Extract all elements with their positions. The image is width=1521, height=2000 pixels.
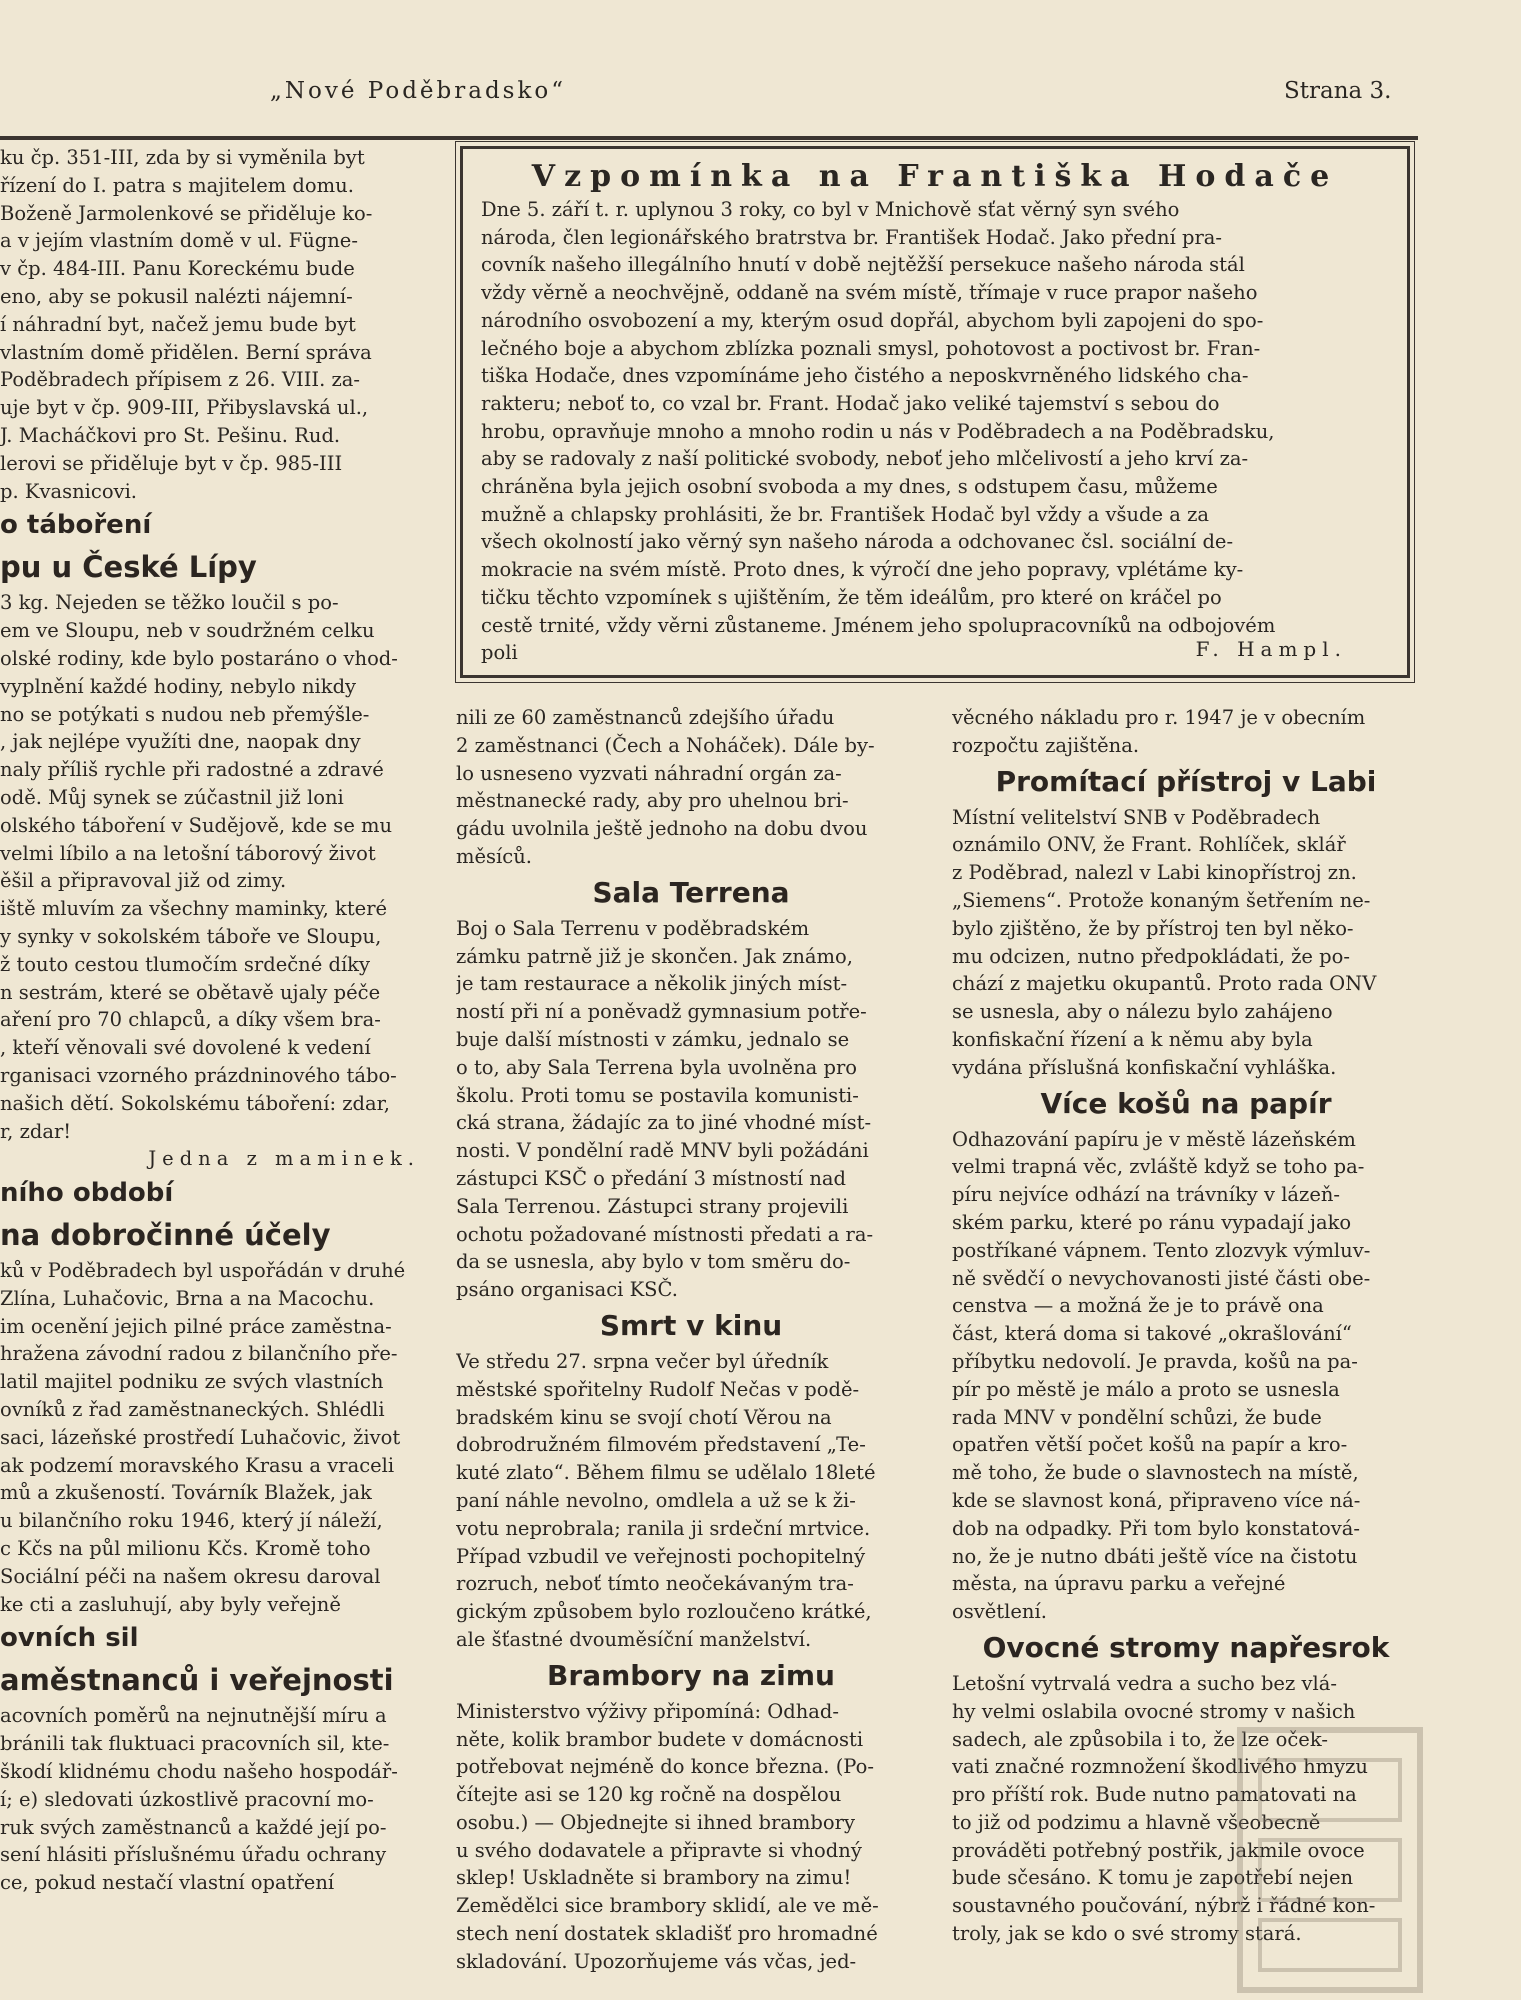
text-line: r, zdar! bbox=[0, 1119, 72, 1143]
text-line: rganisaci vzorného prázdninového tábo- bbox=[0, 1063, 397, 1087]
text-line: skladování. Upozorňujeme vás včas, jed- bbox=[456, 1949, 857, 1973]
brigade-article bbox=[456, 704, 926, 871]
bins-heading: Více košů na papír bbox=[1040, 1086, 1332, 1120]
text-line: bránili tak fluktuaci pracovních sil, kte- bbox=[0, 1732, 390, 1756]
text-line: vlastním domě přidělen. Berní správa bbox=[0, 340, 372, 364]
text-line: Boženě Jarmolenkové se přiděluje ko- bbox=[0, 201, 373, 225]
text-line: gádu uvolnila ještě jednoho na dobu dvou bbox=[456, 817, 868, 841]
text-line: J. Macháčkovi pro St. Pešinu. Rud. bbox=[0, 423, 341, 447]
text-line: da se usnesla, aby bylo v tom směru do- bbox=[456, 1250, 851, 1274]
text-line: a v jejím vlastním domě v ul. Fügne- bbox=[0, 229, 358, 253]
text-line: censtva — a možná že je to právě ona bbox=[952, 1294, 1324, 1318]
text-line: em ve Sloupu, neb v soudržném celku bbox=[0, 619, 375, 643]
text-line: y synky v sokolském táboře ve Sloupu, bbox=[0, 924, 382, 948]
text-line: Případ vzbudil ve veřejnosti pochopitelný bbox=[456, 1544, 866, 1568]
text-line: Sala Terrenou. Zástupci strany projevili bbox=[456, 1194, 849, 1218]
text-line: ak podzemí moravského Krasu a vraceli bbox=[0, 1453, 395, 1477]
text-line: í náhradní byt, načež jemu bude byt bbox=[0, 312, 356, 336]
text-line: čítejte asi se 120 kg ročně na dospělou bbox=[456, 1783, 842, 1807]
header-rule bbox=[0, 136, 1418, 140]
text-line: p. Kvasnicovi. bbox=[0, 479, 138, 503]
page-header bbox=[0, 78, 1420, 114]
bins-article bbox=[952, 1126, 1420, 1626]
text-line: postříkané vápnem. Tento zlozvyk výmluv- bbox=[952, 1238, 1371, 1262]
charity-heading-2: na dobročinné účely bbox=[0, 1218, 331, 1253]
text-line: ku čp. 351-III, zda by si vyměnila byt bbox=[0, 146, 365, 169]
text-line: něte, kolik brambor budete v domácnosti bbox=[456, 1727, 864, 1751]
text-line: rada MNV v pondělní schůzi, že bude bbox=[952, 1405, 1322, 1429]
text-line: oznámilo ONV, že Frant. Rohlíček, sklář bbox=[952, 833, 1346, 857]
text-line: městnanecké rady, aby pro uhelnou bri- bbox=[456, 789, 849, 813]
text-line: hrobu, opravňuje mnoho a mnoho rodin u nás v Poděbradech a na Poděbradsku, bbox=[481, 419, 1275, 443]
text-line: Dne 5. září t. r. uplynou 3 roky, co byl v Mnichově sťat věrný syn svého bbox=[481, 198, 1180, 221]
text-line: kuté zlato“. Během filmu se udělalo 18leté bbox=[456, 1461, 876, 1485]
text-line: Odhazování papíru je v městě lázeňském bbox=[952, 1127, 1356, 1151]
text-line: vydána příslušná konfiskační vyhláška. bbox=[952, 1055, 1337, 1079]
text-line: paní náhle nevolno, omdlela a už se k ži- bbox=[456, 1488, 856, 1512]
text-line: z Poděbrad, nalezl v Labi kinopřístroj zn. bbox=[952, 861, 1357, 885]
text-line: bude sčesáno. K tomu je zapotřebí nejen bbox=[952, 1866, 1354, 1890]
text-line: potřebovat nejméně do konce března. (Po- bbox=[456, 1755, 874, 1779]
text-line: „Siemens“. Protože konaným šetřením ne- bbox=[952, 888, 1371, 912]
smrt-heading: Smrt v kinu bbox=[599, 1308, 783, 1342]
text-line: píru nejvíce odhází na trávníky v lázeň- bbox=[952, 1183, 1341, 1207]
text-line: příbytku nedovolí. Je pravda, košů na pa- bbox=[952, 1349, 1358, 1373]
text-line: hy velmi oslabila ovocné stromy v našich bbox=[952, 1699, 1356, 1723]
text-line: ně svědčí o nevychovanosti jisté části obe- bbox=[952, 1266, 1371, 1290]
text-line: , jak nejlépe využíti dne, naopak dny bbox=[0, 730, 361, 754]
text-line: u bilančního roku 1946, který jí náleží, bbox=[0, 1509, 383, 1533]
text-line: im ocenění jejich pilné práce zaměstna- bbox=[0, 1314, 392, 1338]
memorial-text bbox=[481, 196, 1389, 667]
text-line: rakteru; neboť to, co vzal br. Frant. Hodač jako veliké tajemství s sebou do bbox=[481, 391, 1220, 415]
text-line: nosti. V pondělní radě MNV byli požádáni bbox=[456, 1139, 869, 1163]
text-line: věcného nákladu pro r. 1947 je v obecním bbox=[952, 706, 1366, 729]
text-line: ale šťastné dvouměsíční manželství. bbox=[456, 1627, 812, 1651]
text-line: nili ze 60 zaměstnanců zdejšího úřadu bbox=[456, 706, 835, 729]
text-line: pro příští rok. Bude nutno pamatovati na bbox=[952, 1783, 1357, 1807]
text-line: škodí klidnému chodu našeho hospodář- bbox=[0, 1760, 398, 1784]
sala-article bbox=[456, 915, 926, 1304]
text-line: ském parku, které po ránu vypadají jako bbox=[952, 1210, 1352, 1234]
text-line: ruk svých zaměstnanců a každé její po- bbox=[0, 1815, 387, 1839]
text-line: rozpočtu zajištěna. bbox=[952, 733, 1140, 757]
text-line: olského táboření v Sudějově, kde se mu bbox=[0, 813, 393, 837]
text-line: mužně a chlapsky prohlásiti, že br. František Hodač byl vždy a všude a za bbox=[481, 502, 1209, 526]
text-line: Ministerstvo výživy připomíná: Odhad- bbox=[456, 1699, 839, 1723]
text-line: ž touto cestou tlumočím srdečné díky bbox=[0, 952, 371, 976]
budget-article bbox=[952, 704, 1420, 760]
text-line: tiška Hodače, dnes vzpomínáme jeho čistého a neposkvrněného lidského cha- bbox=[481, 364, 1249, 388]
text-line: dob na odpadky. Při tom bylo konstatová- bbox=[952, 1516, 1360, 1540]
text-line: n sestrám, které se obětavě ujaly péče bbox=[0, 980, 381, 1004]
camp-article bbox=[0, 589, 430, 1145]
text-line: cká strana, žádajíc za to jiné vhodné míst- bbox=[456, 1111, 872, 1135]
text-line: ěšil a připravoval již od zimy. bbox=[0, 869, 287, 893]
text-line: covník našeho illegálního hnutí v době nejtěžší persekuce našeho národa stál bbox=[481, 253, 1245, 277]
text-line: dobrodružném filmovém představení „Te- bbox=[456, 1433, 866, 1457]
text-line: osvětlení. bbox=[952, 1600, 1047, 1624]
text-line: aby se radovaly z naší politické svobody, neboť jeho mlčelivostí a jeho krví za- bbox=[481, 447, 1249, 471]
text-line: lečného boje a abychom zblízka poznali smysl, pohotovost a poctivost br. Fran- bbox=[481, 336, 1261, 360]
text-line: vati značné rozmnožení škodlivého hmyzu bbox=[952, 1755, 1368, 1779]
text-line: ovníků z řad zaměstnaneckých. Shlédli bbox=[0, 1398, 385, 1422]
text-line: města, na úpravu parku a veřejné bbox=[952, 1572, 1286, 1596]
text-line: sklep! Uskladněte si brambory na zimu! bbox=[456, 1866, 852, 1890]
text-line: aření pro 70 chlapců, a díky všem bra- bbox=[0, 1008, 381, 1032]
text-line: mu odcizen, nutno předpokládati, že po- bbox=[952, 944, 1350, 968]
page-number: Strana 3. bbox=[1284, 78, 1392, 104]
text-line: zástupci KSČ o předání 3 místností nad bbox=[456, 1166, 846, 1190]
text-line: Místní velitelství SNB v Poděbradech bbox=[952, 805, 1321, 829]
text-line: konfiskační řízení a k němu aby byla bbox=[952, 1027, 1313, 1051]
text-line: acovních poměrů na nejnutnější míru a bbox=[0, 1704, 387, 1728]
text-line: zámku patrně již je skončen. Jak známo, bbox=[456, 944, 853, 968]
text-line: latil majitel podniku ze svých vlastních bbox=[0, 1370, 384, 1394]
memorial-box bbox=[460, 146, 1410, 678]
text-line: Letošní vytrvalá vedra a sucho bez vlá- bbox=[952, 1671, 1337, 1695]
projector-heading: Promítací přístroj v Labi bbox=[995, 764, 1377, 798]
text-line: , kteří věnovali své dovolené k vedení bbox=[0, 1036, 371, 1060]
text-line: velmi líbilo a na letošní táborový život bbox=[0, 841, 376, 865]
text-line: ků v Poděbradech byl uspořádán v druhé bbox=[0, 1259, 406, 1283]
text-line: gickým způsobem bylo rozloučeno krátké, bbox=[456, 1600, 872, 1624]
text-line: u svého dodavatele a připravte si vhodný bbox=[456, 1838, 862, 1862]
text-line: eno, aby se pokusil nalézti nájemní- bbox=[0, 284, 353, 308]
text-line: v čp. 484-III. Panu Koreckému bude bbox=[0, 257, 355, 281]
text-line: sadech, ale způsobila i to, že lze oček- bbox=[952, 1727, 1328, 1751]
text-line: olské rodiny, kde bylo postaráno o vhod- bbox=[0, 646, 398, 670]
text-line: soustavného poučování, nýbrž i řádné kon- bbox=[952, 1894, 1376, 1918]
text-line: bylo zjištěno, že by přístroj ten byl něko- bbox=[952, 916, 1354, 940]
charity-article bbox=[0, 1257, 430, 1618]
text-line: stech není dostatek skladišť pro hromadné bbox=[456, 1922, 878, 1946]
brambory-heading: Brambory na zimu bbox=[547, 1658, 835, 1692]
text-line: osobu.) — Objednejte si ihned brambory bbox=[456, 1810, 855, 1834]
text-line: prováděti potřebný postřik, jakmile ovoce bbox=[952, 1838, 1365, 1862]
text-line: o to, aby Sala Terrena byla uvolněna pro bbox=[456, 1055, 858, 1079]
text-line: chází z majetku okupantů. Proto rada ONV bbox=[952, 972, 1377, 996]
text-line: c Kčs na půl milionu Kčs. Kromě toho bbox=[0, 1537, 371, 1561]
camp-heading-1: o táboření bbox=[0, 510, 152, 541]
text-line: no se potýkati s nudou neb přemýšle- bbox=[0, 702, 370, 726]
text-line: troly, jak se kdo o své stromy stará. bbox=[952, 1922, 1302, 1946]
brambory-article bbox=[456, 1698, 926, 1976]
text-line: pír po městě je málo a proto se usnesla bbox=[952, 1377, 1340, 1401]
text-line: 3 kg. Nejeden se těžko loučil s po- bbox=[0, 591, 339, 615]
text-line: cestě trnité, vždy věrni zůstaneme. Jménem jeho spolupracovníků na odbojovém bbox=[481, 613, 1276, 637]
text-line: lerovi se přiděluje byt v čp. 985-III bbox=[0, 451, 343, 475]
text-line: bradském kinu se svojí chotí Věrou na bbox=[456, 1405, 832, 1429]
library-stamp-watermark bbox=[1230, 1720, 1430, 2000]
text-line: mů a zkušeností. Továrník Blažek, jak bbox=[0, 1481, 372, 1505]
text-line: národa, člen legionářského bratrstva br. František Hodač. Jako přední pra- bbox=[481, 225, 1223, 249]
text-line: měsíců. bbox=[456, 844, 532, 868]
text-line: městské spořitelny Rudolf Nečas v podě- bbox=[456, 1377, 860, 1401]
text-line: odě. Můj synek se zúčastnil již loni bbox=[0, 785, 344, 809]
charity-heading-1: ního období bbox=[0, 1178, 174, 1209]
text-line: Ve středu 27. srpna večer byl úředník bbox=[456, 1349, 829, 1373]
text-line: to již od podzimu a hlavně všeobecně bbox=[952, 1810, 1321, 1834]
fruit-trees-heading: Ovocné stromy napřesrok bbox=[982, 1630, 1390, 1664]
workforce-article bbox=[0, 1702, 430, 1897]
text-line: je tam restaurace a několik jiných míst- bbox=[456, 972, 848, 996]
text-line: část, která doma si takové „okrašlování“ bbox=[952, 1322, 1352, 1346]
text-line: kde se slavnost koná, připraveno více ná- bbox=[952, 1488, 1361, 1512]
text-line: votu neprobrala; ranila ji srdeční mrtvice. bbox=[456, 1516, 871, 1540]
housing-article bbox=[0, 144, 430, 505]
text-line: hražena závodní radou z bilančního pře- bbox=[0, 1342, 398, 1366]
text-line: tičku těchto vzpomínek s ujištěním, že těm ideálům, pro které on kráčel po bbox=[481, 585, 1222, 609]
text-line: velmi trapná věc, zvláště když se toho pa- bbox=[952, 1155, 1365, 1179]
text-line: psáno organisaci KSČ. bbox=[456, 1278, 678, 1302]
text-line: í; e) sledovati úzkostlivě pracovní mo- bbox=[0, 1787, 374, 1811]
text-line: 2 zaměstnanci (Čech a Noháček). Dále by- bbox=[456, 733, 875, 757]
text-line: mokracie na svém místě. Proto dnes, k výročí dne jeho popravy, vplétáme ky- bbox=[481, 558, 1244, 582]
text-line: opatřen větší počet košů na papír a kro- bbox=[952, 1433, 1348, 1457]
text-line: všech okolností jako věrný syn našeho národa a odchovanec čsl. sociální de- bbox=[481, 530, 1234, 554]
text-line: iště mluvím za všechny maminky, které bbox=[0, 897, 388, 921]
text-line: Poděbradech přípisem z 26. VIII. za- bbox=[0, 368, 360, 392]
text-line: mě toho, že bude o slavnostech na místě, bbox=[952, 1461, 1359, 1485]
text-line: buje další místnosti v zámku, jednalo se bbox=[456, 1027, 850, 1051]
text-line: ke cti a zasluhují, aby byly veřejně bbox=[0, 1592, 341, 1616]
left-column bbox=[0, 144, 430, 1897]
smrt-article bbox=[456, 1348, 926, 1654]
text-line: našich dětí. Sokolskému táboření: zdar, bbox=[0, 1091, 390, 1115]
text-line: saci, lázeňské prostředí Luhačovic, život bbox=[0, 1425, 401, 1449]
workforce-heading-1: ovních sil bbox=[0, 1623, 139, 1654]
text-line: školu. Proti tomu se postavila komunisti- bbox=[456, 1083, 859, 1107]
text-line: se usnesla, aby o nálezu bylo zahájeno bbox=[952, 1000, 1333, 1024]
text-line: Boj o Sala Terrenu v poděbradském bbox=[456, 916, 810, 940]
camp-signature: Jedna z maminek. bbox=[148, 1147, 420, 1171]
text-line: vždy věrně a neochvějně, oddaně na svém místě, třímaje v ruce prapor našeho bbox=[481, 281, 1258, 305]
memorial-title: Vzpomínka na Františka Hodače bbox=[531, 159, 1339, 194]
text-line: vyplnění každé hodiny, nebylo nikdy bbox=[0, 674, 357, 698]
text-line: ochotu požadované místnosti předati a ra- bbox=[456, 1222, 874, 1246]
sala-heading: Sala Terrena bbox=[592, 875, 790, 909]
text-line: národního osvobození a my, kterým osud dopřál, abychom byli zapojeni do spo- bbox=[481, 308, 1264, 332]
memorial-signature: F. Hampl. bbox=[1195, 637, 1347, 661]
middle-column bbox=[456, 704, 926, 1976]
text-line: Zlína, Luhačovic, Brna a na Macochu. bbox=[0, 1286, 375, 1310]
text-line: rozruch, neboť tímto neočekávaným tra- bbox=[456, 1572, 854, 1596]
text-line: naly příliš rychle při radostné a zdravé bbox=[0, 758, 384, 782]
text-line: poli bbox=[481, 641, 518, 665]
text-line: uje byt v čp. 909-III, Přibyslavská ul., bbox=[0, 396, 369, 420]
text-line: sení hlásiti příslušnému úřadu ochrany bbox=[0, 1843, 387, 1867]
text-line: no, že je nutno dbáti ještě více na čistotu bbox=[952, 1544, 1358, 1568]
text-line: řízení do I. patra s majitelem domu. bbox=[0, 173, 354, 197]
camp-heading-2: pu u České Lípy bbox=[0, 550, 257, 585]
newspaper-title: „Nové Poděbradsko“ bbox=[270, 78, 567, 104]
text-line: ností při ní a poněvadž gymnasium potře- bbox=[456, 1000, 867, 1024]
projector-article bbox=[952, 804, 1420, 1082]
text-line: Zemědělci sice brambory sklidí, ale ve mě- bbox=[456, 1894, 879, 1918]
text-line: lo usneseno vyzvati náhradní orgán za- bbox=[456, 761, 842, 785]
text-line: ce, pokud nestačí vlastní opatření bbox=[0, 1871, 335, 1895]
text-line: chráněna byla jejich osobní svoboda a my dnes, s odstupem času, můžeme bbox=[481, 475, 1218, 499]
text-line: Sociální péči na našem okresu daroval bbox=[0, 1564, 381, 1588]
workforce-heading-2: aměstnanců i veřejnosti bbox=[0, 1663, 394, 1698]
